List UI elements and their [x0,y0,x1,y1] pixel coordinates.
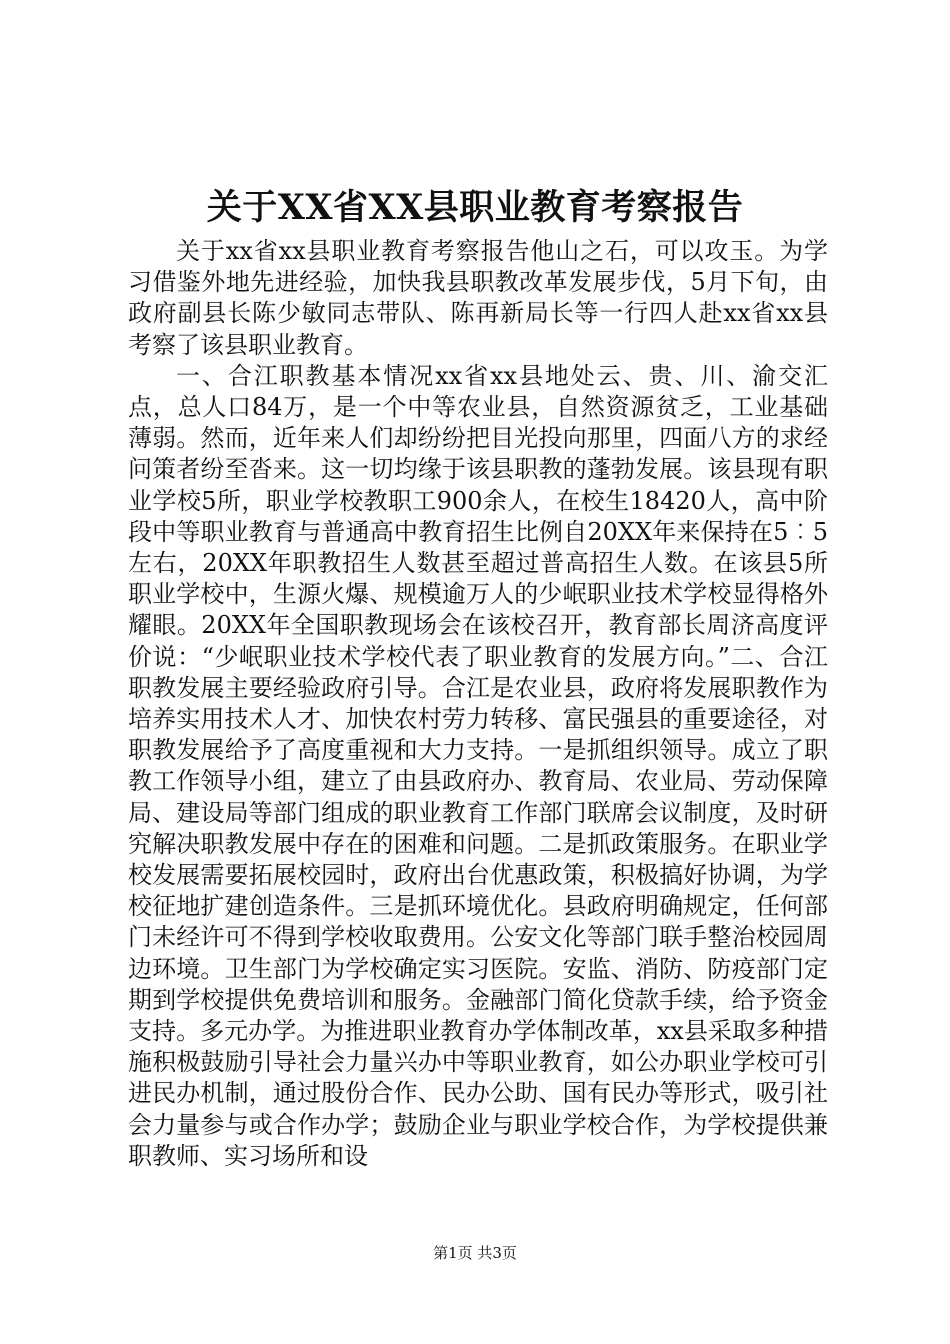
body-paragraph-main: 一、合江职教基本情况xx省xx县地处云、贵、川、渝交汇点，总人口84万，是一个中等农业县，自然资源贫乏，工业基础薄弱。然而，近年来人们却纷纷把目光投向那里，四面八方的求经问策者纷至沓来。这一切均缘于该县职教的蓬勃发展。该县现有职业学校5所，职业学校教职工900余人，在校生18420人，高中阶段中等职业教育与普通高中教育招生比例自20XX年来保持在5︰5左右，20XX年职教招生人数甚至超过普高招生人数。在该县5所职业学校中，生源火爆、规模逾万人的少岷职业技术学校显得格外耀眼。20XX年全国职教现场会在该校召开，教育部长周济高度评价说：“少岷职业技术学校代表了职业教育的发展方向。”二、合江职教发展主要经验政府引导。合江是农业县，政府将发展职教作为培养实用技术人才、加快农村劳力转移、富民强县的重要途径，对职教发展给予了高度重视和大力支持。一是抓组织领导。成立了职教工作领导小组，建立了由县政府办、教育局、农业局、劳动保障局、建设局等部门组成的职业教育工作部门联席会议制度，及时研究解决职教发展中存在的困难和问题。二是抓政策服务。在职业学校发展需要拓展校园时，政府出台优惠政策，积极搞好协调，为学校征地扩建创造条件。三是抓环境优化。县政府明确规定，任何部门未经许可不得到学校收取费用。公安文化等部门联手整治校园周边环境。卫生部门为学校确定实习医院。安监、消防、防疫部门定期到学校提供免费培训和服务。金融部门简化贷款手续，给予资金支持。多元办学。为推进职业教育办学体制改革，xx县采取多种措施积极鼓励引导社会力量兴办中等职业教育，如公办职业学校可引进民办机制，通过股份合作、民办公助、国有民办等形式，吸引社会力量参与或合作办学；鼓励企业与职业学校合作，为学校提供兼职教师、实习场所和设 [128,361,828,1170]
document-body [128,236,828,1172]
page-number-footer: 第1页 共3页 [433,1244,517,1262]
body-paragraph-intro: 关于xx省xx县职业教育考察报告他山之石，可以攻玉。为学习借鉴外地先进经验，加快我县职教改革发展步伐，5月下旬，由政府副县长陈少敏同志带队、陈再新局长等一行四人赴xx省xx县考察了该县职业教育。 [128,237,828,359]
document-title: 关于XX省XX县职业教育考察报告 [206,187,744,228]
